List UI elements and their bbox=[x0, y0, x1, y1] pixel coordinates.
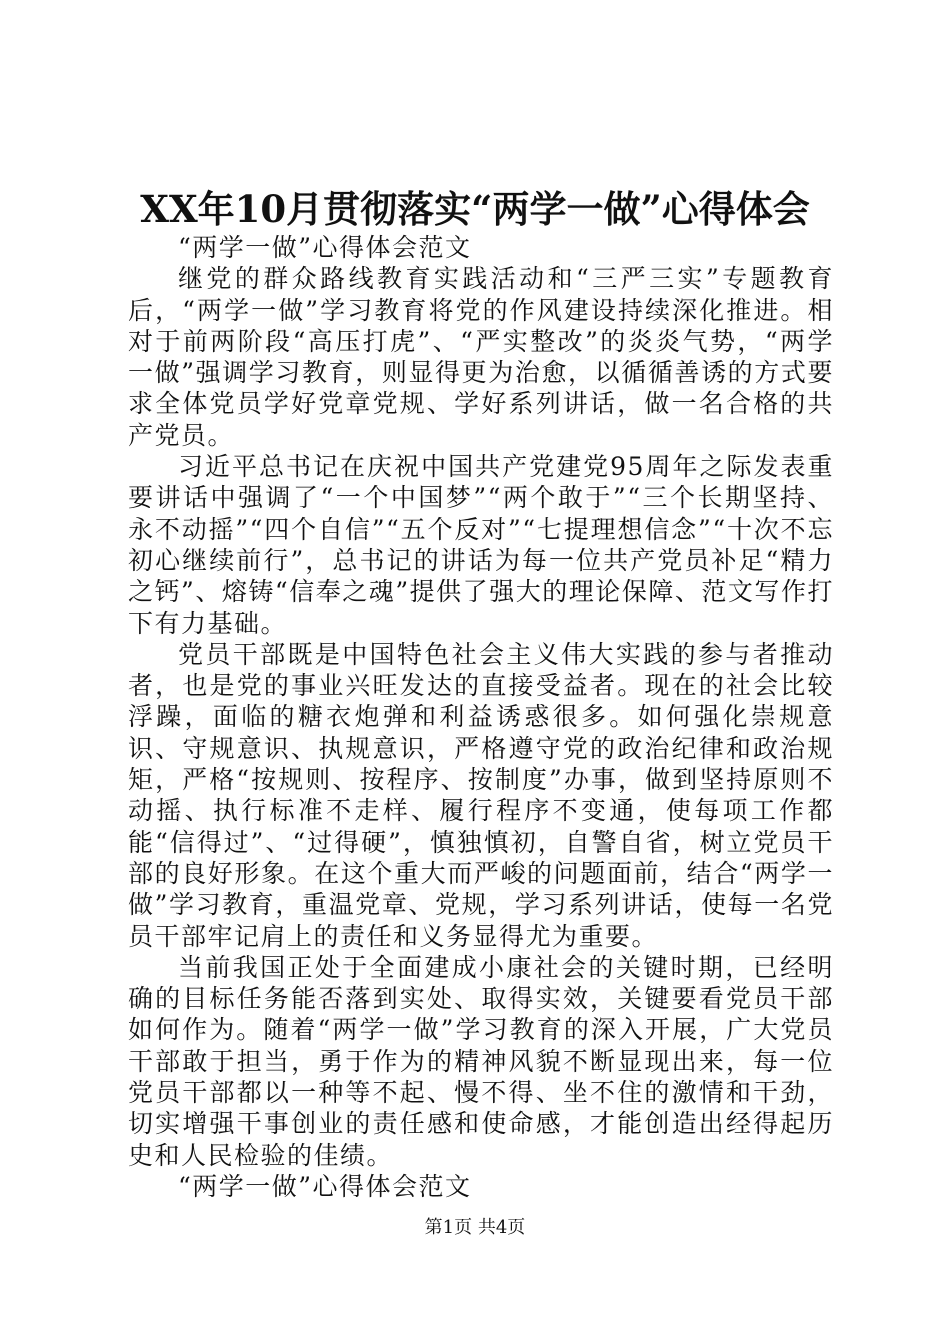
body-paragraph: 继党的群众路线教育实践活动和“三严三实”专题教育后，“两学一做”学习教育将党的作风建设持续深化推进。相对于前两阶段“高压打虎”、“严实整改”的炎炎气势，“两学一做”强调学习教育，则显得更为治愈，以循循善诱的方式要求全体党员学好党章党规、学好系列讲话，做一名合格的共产党员。 bbox=[128, 264, 834, 450]
section-heading: “两学一做”心得体会范文 bbox=[178, 1171, 472, 1201]
document-title: XX年10月贯彻落实“两学一做”心得体会 bbox=[140, 187, 810, 231]
body-paragraph: 党员干部既是中国特色社会主义伟大实践的参与者推动者，也是党的事业兴旺发达的直接受益者。现在的社会比较浮躁，面临的糖衣炮弹和利益诱惑很多。如何强化崇规意识、守规意识、执规意识，严格遵守党的政治纪律和政治规矩，严格“按规则、按程序、按制度”办事，做到坚持原则不动摇、执行标准不走样、履行程序不变通，使每项工作都能“信得过”、“过得硬”，慎独慎初，自警自省，树立党员干部的良好形象。在这个重大而严峻的问题面前，结合“两学一做”学习教育，重温党章、党规，学习系列讲话，使每一名党员干部牢记肩上的责任和义务显得尤为重要。 bbox=[128, 639, 834, 951]
body-paragraph: 当前我国正处于全面建成小康社会的关键时期，已经明确的目标任务能否落到实处、取得实效，关键要看党员干部如何作为。随着“两学一做”学习教育的深入开展，广大党员干部敢于担当，勇于作为的精神风貌不断显现出来，每一位党员干部都以一种等不起、慢不得、坐不住的激情和干劲，切实增强干事创业的责任感和使命感，才能创造出经得起历史和人民检验的佳绩。 bbox=[128, 952, 834, 1170]
body-paragraph: 习近平总书记在庆祝中国共产党建党95周年之际发表重要讲话中强调了“一个中国梦”“两个敢于”“三个长期坚持、永不动摇”“四个自信”“五个反对”“七提理想信念”“十次不忘初心继续前行”，总书记的讲话为每一位共产党员补足“精力之钙”、熔铸“信奉之魂”提供了强大的理论保障、范文写作打下有力基础。 bbox=[128, 452, 834, 638]
page-number-footer: 第1页 共4页 bbox=[424, 1217, 526, 1238]
document-body bbox=[128, 232, 834, 1202]
section-heading: “两学一做”心得体会范文 bbox=[178, 233, 472, 262]
